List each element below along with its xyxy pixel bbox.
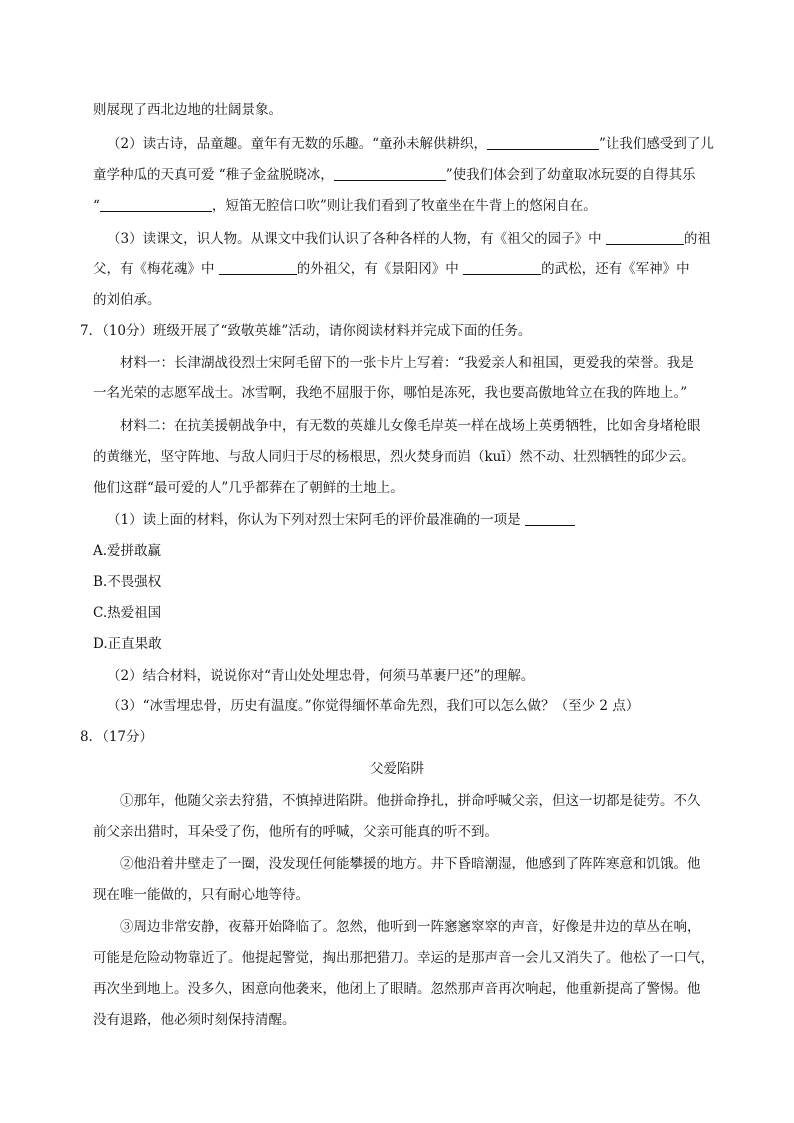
question-7-1: （1）读上面的材料，你认为下列对烈士宋阿毛的评价最准确的一项是 <box>107 511 737 529</box>
answer-blank[interactable] <box>525 511 575 526</box>
question-7-3: （3）“冰雪埋忠骨，历史有温度。”你觉得缅怀革命先烈，我们可以怎么做？（至少 2 点） <box>107 698 640 714</box>
text-line: 的黄继光，坚守阵地、与敌人同归于尽的杨根思，烈火焚身而岿（kuī）然不动、壮烈牺牲的邱少云。 <box>93 449 695 465</box>
answer-blank[interactable] <box>487 135 599 150</box>
question-7-heading: 7．（10分）班级开展了“致敬英雄”活动，请你阅读材料并完成下面的任务。 <box>80 323 532 339</box>
answer-blank[interactable] <box>100 197 212 212</box>
answer-blank[interactable] <box>219 260 297 275</box>
answer-blank[interactable] <box>606 230 684 245</box>
text-line: 一名光荣的志愿军战士。冰雪啊，我绝不屈服于你，哪怕是冻死，我也要高傲地耸立在我的阵地上。” <box>93 385 688 401</box>
text-line: 父，有《梅花魂》中 的外祖父，有《景阳冈》中 的武松，还有《军神》中 <box>93 261 690 277</box>
text-line: 童学种瓜的天真可爱 “稚子金盆脱晓冰， ”使我们体会到了幼童取冰玩耍的自得其乐 <box>93 167 696 183</box>
option-d[interactable]: D.正直果敢 <box>93 636 162 652</box>
material-two: 材料二：在抗美援朝战争中，有无数的英雄儿女像毛岸英一样在战场上英勇牺牲，比如舍身堵枪眼 <box>120 418 701 434</box>
question-6-3: （3）读课文，识人物。从课文中我们认识了各种各样的人物，有《祖父的园子》中 的祖 <box>107 231 711 247</box>
paragraph-3: ③周边非常安静，夜幕开始降临了。忽然，他听到一阵窸窸窣窣的声音，好像是井边的草丛在响， <box>120 919 701 935</box>
text-line: 前父亲出猎时，耳朵受了伤，他所有的呼喊，父亲可能真的听不到。 <box>93 824 498 840</box>
text-line: 可能是危险动物靠近了。他提起警觉，掏出那把猎刀。幸运的是那声音一会儿又消失了。他松了一口气， <box>93 950 714 966</box>
option-b[interactable]: B.不畏强权 <box>93 574 162 590</box>
question-6-2: （2）读古诗，品童趣。童年有无数的乐趣。“童孙未解供耕织， ”让我们感受到了儿 <box>107 136 714 152</box>
answer-blank[interactable] <box>334 166 446 181</box>
paragraph-1: ①那年，他随父亲去狩猎，不慎掉进陷阱。他拼命挣扎，拼命呼喊父亲，但这一切都是徒劳。不久 <box>120 793 701 809</box>
text-line: 他们这群“最可爱的人”几乎都葬在了朝鲜的土地上。 <box>93 480 404 496</box>
paragraph-2: ②他沿着井壁走了一圈，没发现任何能攀援的地方。井下昏暗潮湿，他感到了阵阵寒意和饥饿。他 <box>120 856 701 872</box>
material-one: 材料一：长津湖战役烈士宋阿毛留下的一张卡片上写着：“我爱亲人和祖国，更爱我的荣誉。我是 <box>120 355 694 371</box>
question-8-heading: 8．（17分） <box>80 729 154 745</box>
option-c[interactable]: C.热爱祖国 <box>93 605 162 621</box>
text-line: 现在唯一能做的，只有耐心地等待。 <box>93 887 309 903</box>
text-line: “ ，短笛无腔信口吹”则让我们看到了牧童坐在牛背上的悠闲自在。 <box>93 198 597 214</box>
text-line: 没有退路，他必须时刻保持清醒。 <box>93 1012 296 1028</box>
text-line: 则展现了西北边地的壮阔景象。 <box>93 102 282 118</box>
question-7-2: （2）结合材料，说说你对“青山处处埋忠骨，何须马革裹尸还”的理解。 <box>107 668 535 684</box>
option-a[interactable]: A.爱拼敢赢 <box>93 543 162 559</box>
answer-blank[interactable] <box>463 260 541 275</box>
text-line: 的刘伯承。 <box>93 292 161 308</box>
text-line: 再次坐到地上。没多久，困意向他袭来，他闭上了眼睛。忽然那声音再次响起，他重新提高了警惕。他 <box>93 981 701 997</box>
passage-title: 父爱陷阱 <box>370 761 424 777</box>
